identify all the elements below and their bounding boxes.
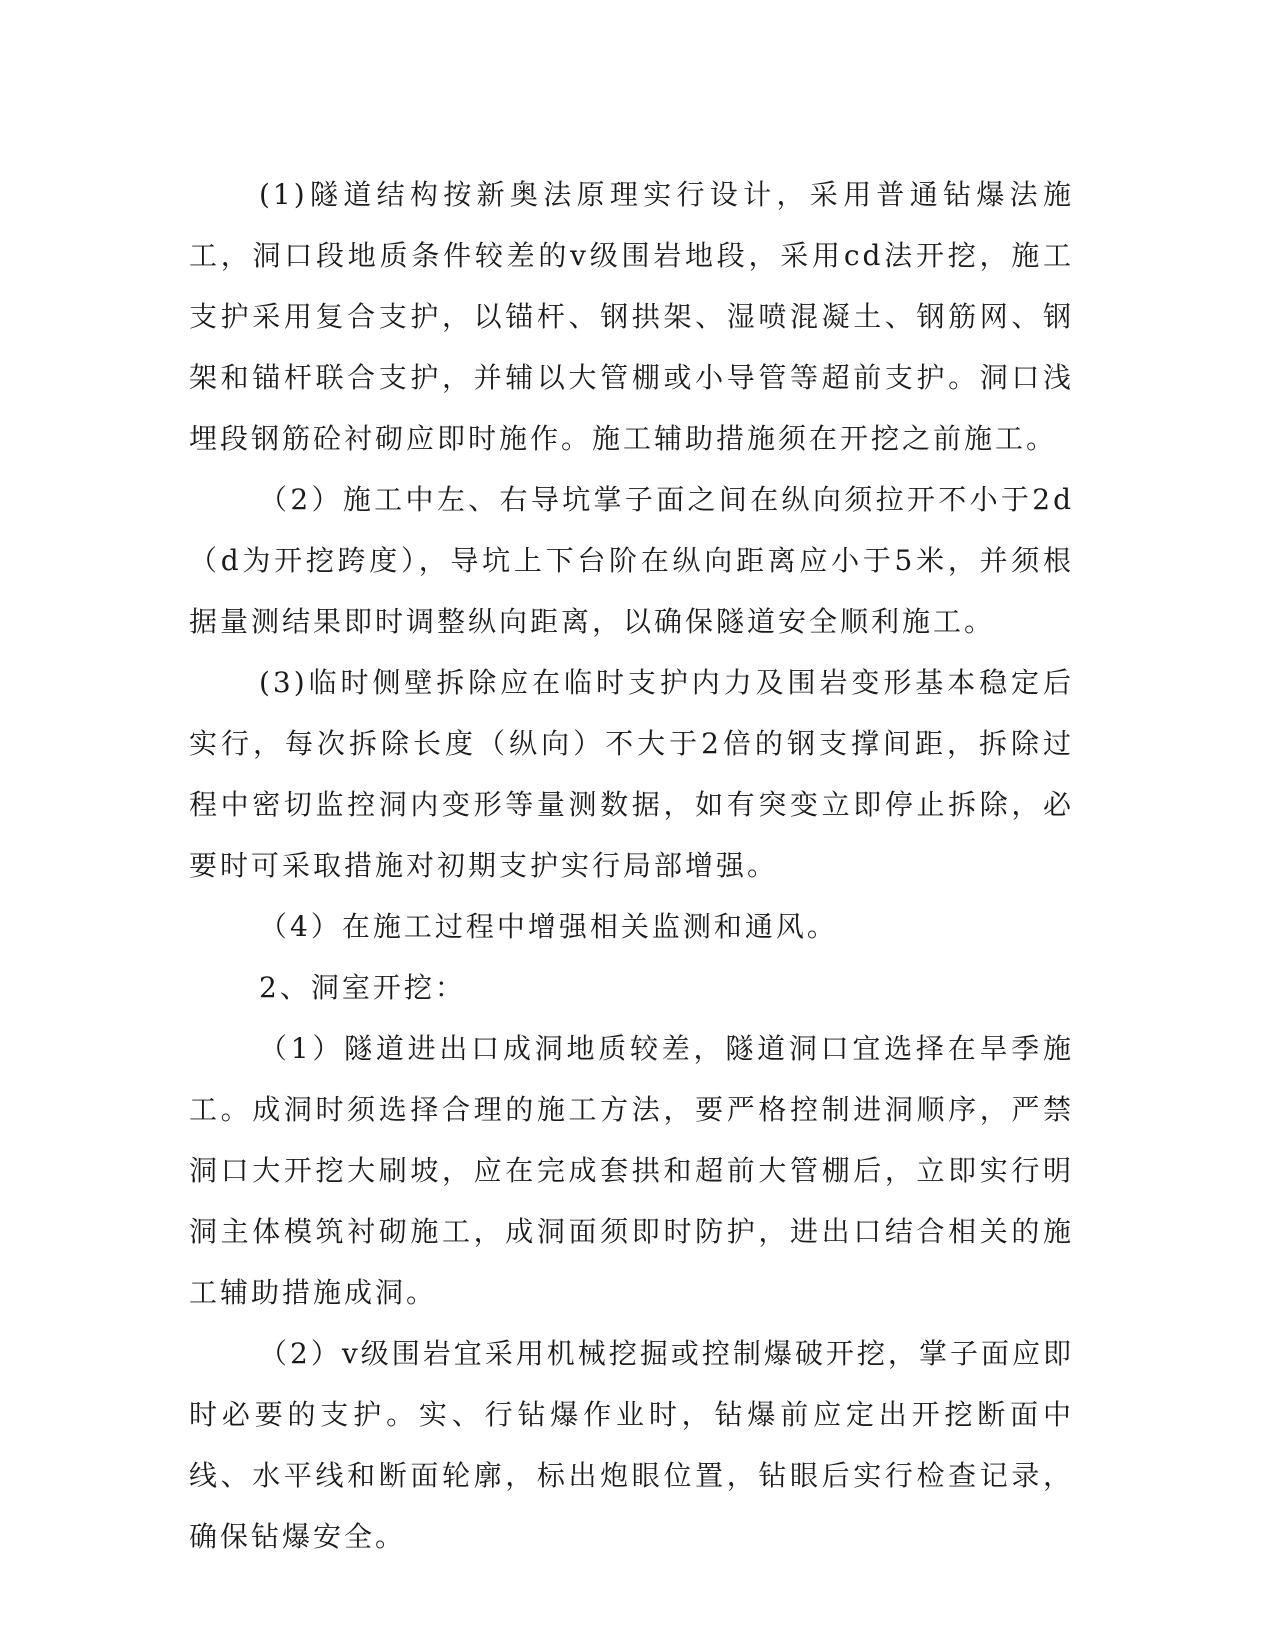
document-body [189, 164, 1074, 1567]
section-heading: 2、洞室开挖： [259, 971, 466, 1004]
paragraph-5: （1）隧道进出口成洞地质较差，隧道洞口宜选择在旱季施工。成洞时须选择合理的施工方法，要严格控制进洞顺序，严禁洞口大开挖大刷坡，应在完成套拱和超前大管棚后，立即实行明洞主体模筑衬砌施工，成洞面须即时防护，进出口结合相关的施工辅助措施成洞。 [189, 1032, 1074, 1309]
paragraph-6: （2）v级围岩宜采用机械挖掘或控制爆破开挖，掌子面应即时必要的支护。实、行钻爆作业时，钻爆前应定出开挖断面中线、水平线和断面轮廓，标出炮眼位置，钻眼后实行检查记录，确保钻爆安全。 [189, 1337, 1074, 1553]
paragraph-1: (1)隧道结构按新奥法原理实行设计，采用普通钻爆法施工，洞口段地质条件较差的v级围岩地段，采用cd法开挖，施工支护采用复合支护，以锚杆、钢拱架、湿喷混凝土、钢筋网、钢架和锚杆联合支护，并辅以大管棚或小导管等超前支护。洞口浅埋段钢筋砼衬砌应即时施作。施工辅助措施须在开挖之前施工。 [189, 178, 1074, 455]
paragraph-2: （2）施工中左、右导坑掌子面之间在纵向须拉开不小于2d（d为开挖跨度），导坑上下台阶在纵向距离应小于5米，并须根据量测结果即时调整纵向距离，以确保隧道安全顺利施工。 [189, 483, 1074, 638]
paragraph-4: （4）在施工过程中增强相关监测和通风。 [259, 910, 838, 943]
paragraph-3: (3)临时侧壁拆除应在临时支护内力及围岩变形基本稳定后实行，每次拆除长度（纵向）不大于2倍的钢支撑间距，拆除过程中密切监控洞内变形等量测数据，如有突变立即停止拆除，必要时可采取措施对初期支护实行局部增强。 [189, 666, 1074, 882]
